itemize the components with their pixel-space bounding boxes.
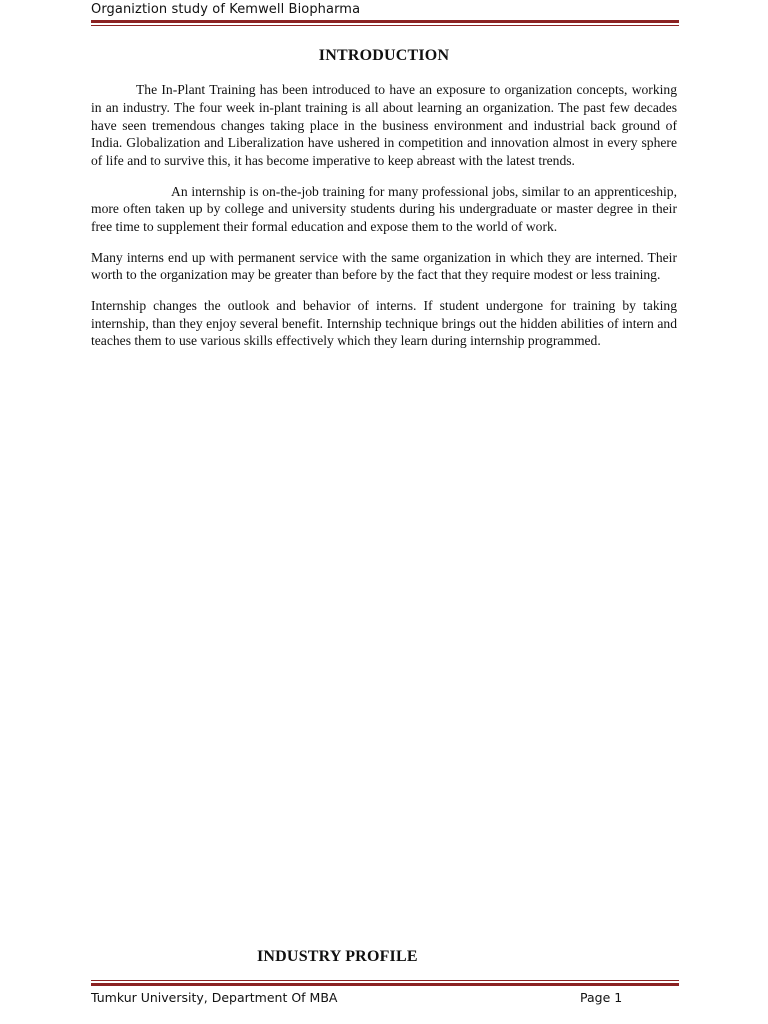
header-rule-thin bbox=[91, 25, 679, 26]
section-body bbox=[91, 81, 677, 363]
header-rule-thick bbox=[91, 20, 679, 23]
paragraph: The In-Plant Training has been introduced to have an exposure to organization concepts, working in an industry. The four week in-plant training is all about learning an organization. The past few decades have seen tremendous changes taking place in the business environment and industrial back ground of India. Globalization and Liberalization have ushered in competition and innovation almost in every sphere of life and to survive this, it has become imperative to keep abreast with the latest trends. bbox=[91, 82, 677, 169]
paragraph: Internship changes the outlook and behavior of interns. If student undergone for training by taking internship, than they enjoy several benefit. Internship technique brings out the hidden abilities of intern and teaches them to use various skills effectively which they learn during internship programmed. bbox=[91, 297, 677, 349]
section-title: INTRODUCTION bbox=[318, 47, 450, 64]
page-header: Organiztion study of Kemwell Biopharma bbox=[91, 2, 361, 17]
footer-rule-thin bbox=[91, 980, 679, 981]
footer-department: Tumkur University, Department Of MBA bbox=[91, 990, 338, 1005]
page-number: Page 1 bbox=[580, 990, 623, 1005]
footer-rule-thick bbox=[91, 983, 679, 986]
industry-profile-title: INDUSTRY PROFILE bbox=[257, 948, 418, 965]
paragraph: Many interns end up with permanent service with the same organization in which they are interned. Their worth to the organization may be greater than before by the fact that they require modest or less training. bbox=[91, 249, 677, 283]
paragraph: An internship is on-the-job training for many professional jobs, similar to an apprenticeship, more often taken up by college and university students during his undergraduate or master degree in their free time to supplement their formal education and expose them to the world of work. bbox=[91, 183, 677, 235]
